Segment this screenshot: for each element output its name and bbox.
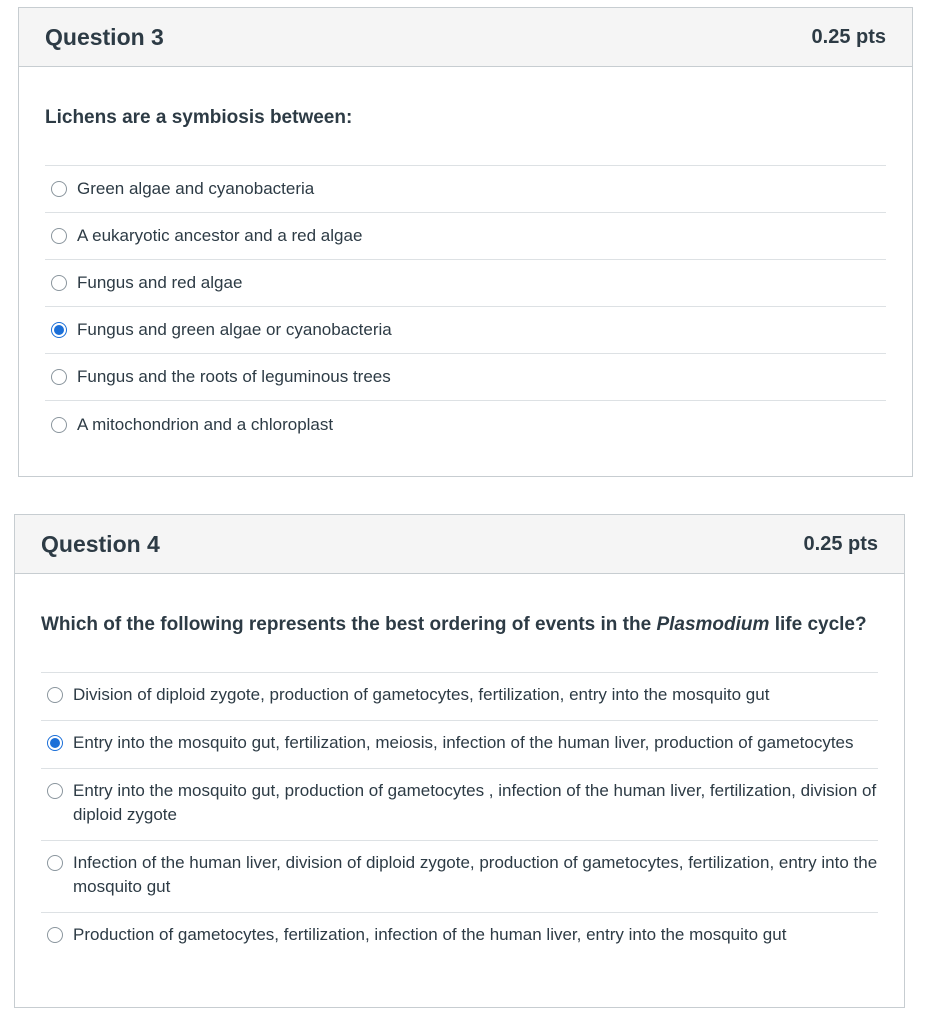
question-body [15, 574, 904, 960]
answer-label: Production of gametocytes, fertilization, infection of the human liver, entry into the mosquito gut [73, 925, 787, 944]
question-header [19, 8, 912, 67]
question-points: 0.25 pts [811, 25, 886, 48]
answer-label: Green algae and cyanobacteria [77, 179, 315, 198]
answer-label: Infection of the human liver, division of diploid zygote, production of gametocytes, fertilization, entry into the mosquito gut [73, 853, 878, 896]
answer-label: A mitochondrion and a chloroplast [77, 414, 334, 434]
radio-button[interactable] [47, 687, 63, 703]
question-3-card [18, 7, 913, 477]
answer-list [41, 673, 878, 960]
answer-option[interactable] [45, 213, 886, 260]
answer-option[interactable] [41, 721, 878, 769]
radio-button-selected[interactable] [51, 322, 67, 338]
question-text-emphasis: Plasmodium [656, 614, 770, 635]
radio-button[interactable] [47, 927, 63, 943]
question-title: Question 3 [45, 23, 164, 50]
answer-label: Division of diploid zygote, production of gametocytes, fertilization, entry into the mosquito gut [73, 685, 770, 704]
answer-list [45, 166, 886, 448]
question-points: 0.25 pts [803, 532, 878, 555]
question-text-part: Which of the following represents the best ordering of events in the [41, 614, 657, 635]
answer-label: Fungus and red algae [77, 273, 243, 292]
radio-button[interactable] [47, 855, 63, 871]
question-text-part: life cycle? [769, 614, 867, 635]
answer-option[interactable] [45, 166, 886, 213]
answer-option[interactable] [45, 307, 886, 354]
answer-option[interactable] [41, 841, 878, 913]
answer-label: A eukaryotic ancestor and a red algae [77, 226, 363, 245]
question-header [15, 515, 904, 574]
question-text [41, 574, 878, 673]
answer-label: Fungus and green algae or cyanobacteria [77, 320, 392, 339]
radio-button[interactable] [51, 417, 67, 433]
question-4-card [14, 514, 905, 1008]
radio-button[interactable] [51, 369, 67, 385]
radio-button[interactable] [51, 181, 67, 197]
answer-option[interactable] [45, 354, 886, 401]
answer-option[interactable] [45, 401, 886, 448]
answer-option[interactable] [41, 913, 878, 960]
answer-label: Entry into the mosquito gut, fertilization, meiosis, infection of the human liver, production of gametocytes [73, 733, 854, 752]
radio-button[interactable] [51, 228, 67, 244]
answer-label: Fungus and the roots of leguminous trees [77, 367, 391, 386]
question-body [19, 67, 912, 448]
question-title: Question 4 [41, 530, 160, 557]
radio-button[interactable] [51, 275, 67, 291]
answer-option[interactable] [45, 260, 886, 307]
answer-option[interactable] [41, 673, 878, 721]
answer-label: Entry into the mosquito gut, production of gametocytes , infection of the human liver, fertilization, division of diploid zygote [73, 781, 877, 824]
radio-button-selected[interactable] [47, 735, 63, 751]
radio-button[interactable] [47, 783, 63, 799]
question-text: Lichens are a symbiosis between: [45, 67, 886, 166]
answer-option[interactable] [41, 769, 878, 841]
